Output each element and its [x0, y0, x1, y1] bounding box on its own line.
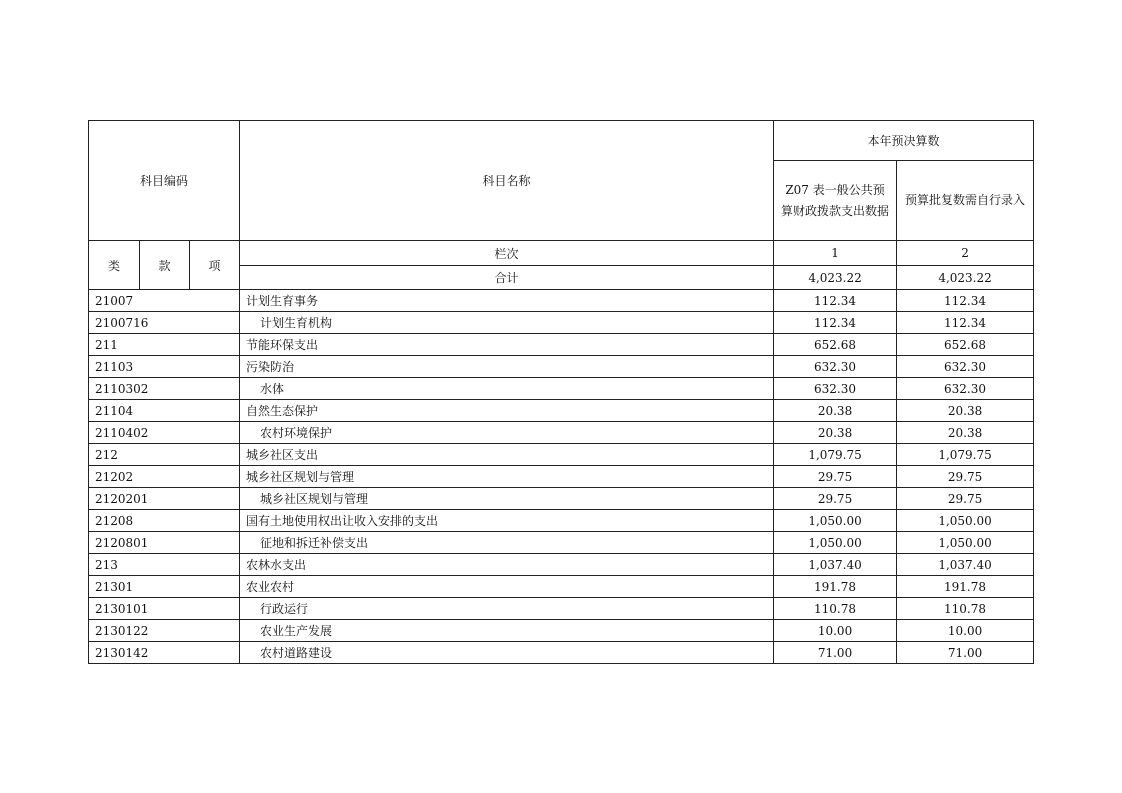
- subject-name: 农村环境保护: [240, 422, 774, 444]
- lei-header: 类: [89, 241, 140, 290]
- value-col1: 652.68: [774, 334, 897, 356]
- subject-code: 211: [89, 334, 240, 356]
- subject-code: 21301: [89, 576, 240, 598]
- col2-header: 预算批复数需自行录入: [897, 161, 1034, 241]
- value-col1: 1,050.00: [774, 510, 897, 532]
- subject-code: 21007: [89, 290, 240, 312]
- total-value-2: 4,023.22: [897, 266, 1034, 290]
- table-row: [89, 488, 1034, 510]
- table-row: [89, 422, 1034, 444]
- subject-name: 征地和拆迁补偿支出: [240, 532, 774, 554]
- value-col1: 632.30: [774, 378, 897, 400]
- subject-code: 2120201: [89, 488, 240, 510]
- subject-code: 2120801: [89, 532, 240, 554]
- subject-code: 21202: [89, 466, 240, 488]
- value-col2: 632.30: [897, 356, 1034, 378]
- value-col1: 20.38: [774, 400, 897, 422]
- value-col1: 1,037.40: [774, 554, 897, 576]
- table-row: [89, 466, 1034, 488]
- col1-index: 1: [774, 241, 897, 266]
- value-col2: 1,050.00: [897, 510, 1034, 532]
- subject-name: 城乡社区支出: [240, 444, 774, 466]
- subject-name: 农业生产发展: [240, 620, 774, 642]
- subject-name: 农业农村: [240, 576, 774, 598]
- value-col1: 110.78: [774, 598, 897, 620]
- value-col1: 1,050.00: [774, 532, 897, 554]
- value-col2: 1,037.40: [897, 554, 1034, 576]
- total-value-1: 4,023.22: [774, 266, 897, 290]
- col2-index: 2: [897, 241, 1034, 266]
- table-row: [89, 642, 1034, 664]
- subject-name: 农林水支出: [240, 554, 774, 576]
- subject-code: 21104: [89, 400, 240, 422]
- subject-name: 计划生育事务: [240, 290, 774, 312]
- subject-code: 2130101: [89, 598, 240, 620]
- table-row: [89, 400, 1034, 422]
- subject-code: 213: [89, 554, 240, 576]
- lanci-label: 栏次: [240, 241, 774, 266]
- value-col1: 20.38: [774, 422, 897, 444]
- table-row: [89, 312, 1034, 334]
- subject-name: 农村道路建设: [240, 642, 774, 664]
- table-row: [89, 554, 1034, 576]
- subject-code: 2130122: [89, 620, 240, 642]
- value-col2: 20.38: [897, 400, 1034, 422]
- table-row: [89, 444, 1034, 466]
- value-col2: 1,079.75: [897, 444, 1034, 466]
- subject-code: 2130142: [89, 642, 240, 664]
- subject-name: 城乡社区规划与管理: [240, 466, 774, 488]
- subject-name: 计划生育机构: [240, 312, 774, 334]
- value-col2: 652.68: [897, 334, 1034, 356]
- value-col2: 71.00: [897, 642, 1034, 664]
- value-col2: 1,050.00: [897, 532, 1034, 554]
- value-col1: 191.78: [774, 576, 897, 598]
- subject-name: 水体: [240, 378, 774, 400]
- subject-name: 自然生态保护: [240, 400, 774, 422]
- subject-name: 行政运行: [240, 598, 774, 620]
- table-row: [89, 510, 1034, 532]
- table-row: [89, 334, 1034, 356]
- value-col1: 10.00: [774, 620, 897, 642]
- subject-name: 节能环保支出: [240, 334, 774, 356]
- table-row: [89, 576, 1034, 598]
- value-col2: 29.75: [897, 488, 1034, 510]
- table-row: [89, 356, 1034, 378]
- value-col1: 71.00: [774, 642, 897, 664]
- subject-code: 2100716: [89, 312, 240, 334]
- table-row: [89, 532, 1034, 554]
- name-header: 科目名称: [240, 121, 774, 241]
- value-col1: 29.75: [774, 488, 897, 510]
- value-col1: 1,079.75: [774, 444, 897, 466]
- subject-name: 污染防治: [240, 356, 774, 378]
- subject-code: 21208: [89, 510, 240, 532]
- subject-name: 国有土地使用权出让收入安排的支出: [240, 510, 774, 532]
- subject-code: 2110302: [89, 378, 240, 400]
- code-header: 科目编码: [89, 121, 240, 241]
- col1-header: Z07 表一般公共预算财政拨款支出数据: [774, 161, 897, 241]
- value-col2: 632.30: [897, 378, 1034, 400]
- value-col2: 112.34: [897, 312, 1034, 334]
- group-header: 本年预决算数: [774, 121, 1034, 161]
- value-col2: 10.00: [897, 620, 1034, 642]
- value-col2: 110.78: [897, 598, 1034, 620]
- total-label: 合计: [240, 266, 774, 290]
- table-row: [89, 598, 1034, 620]
- kuan-header: 款: [140, 241, 190, 290]
- value-col2: 191.78: [897, 576, 1034, 598]
- subject-name: 城乡社区规划与管理: [240, 488, 774, 510]
- value-col2: 112.34: [897, 290, 1034, 312]
- budget-table: [88, 120, 1034, 664]
- value-col1: 29.75: [774, 466, 897, 488]
- value-col2: 20.38: [897, 422, 1034, 444]
- subject-code: 212: [89, 444, 240, 466]
- table-row: [89, 378, 1034, 400]
- xiang-header: 项: [190, 241, 240, 290]
- table-row: [89, 620, 1034, 642]
- value-col2: 29.75: [897, 466, 1034, 488]
- value-col1: 112.34: [774, 290, 897, 312]
- table-row: [89, 290, 1034, 312]
- subject-code: 2110402: [89, 422, 240, 444]
- subject-code: 21103: [89, 356, 240, 378]
- value-col1: 632.30: [774, 356, 897, 378]
- value-col1: 112.34: [774, 312, 897, 334]
